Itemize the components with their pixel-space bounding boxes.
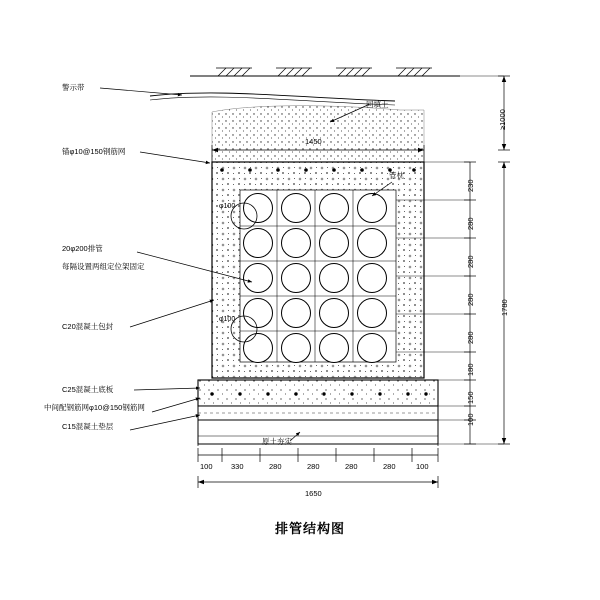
- dim-right-100: 100: [466, 413, 475, 426]
- dim-cover-depth: ≥1000: [498, 109, 507, 130]
- label-duct-diameter-bottom: φ100: [219, 316, 236, 323]
- drawing-title: 排管结构图: [275, 521, 346, 536]
- base-slab: [198, 380, 438, 406]
- dim-overall-height: 1780: [500, 299, 509, 316]
- dim-right-230: 230: [466, 179, 475, 192]
- ground-line: [190, 68, 460, 76]
- compacted-soil: [198, 420, 438, 444]
- label-cushion-layer: C15混凝土垫层: [62, 422, 114, 431]
- dim-bottom-4: 280: [307, 462, 320, 471]
- warning-tape-line: [150, 93, 395, 105]
- label-duct-count: 20φ200排管: [62, 244, 103, 253]
- dim-bottom-7: 100: [416, 462, 429, 471]
- dim-right-280-1: 280: [466, 217, 475, 230]
- dim-right-280-3: 280: [466, 293, 475, 306]
- dim-bottom-3: 280: [269, 462, 282, 471]
- dim-bottom-5: 280: [345, 462, 358, 471]
- dim-bottom-1: 100: [200, 462, 213, 471]
- dim-overall-width: 1650: [305, 489, 322, 498]
- label-spacer-note: 每隔设置两组定位架固定: [62, 262, 145, 271]
- cushion-layer: [198, 406, 438, 420]
- backfill-zone: [212, 106, 424, 160]
- dim-bottom-2: 330: [231, 462, 244, 471]
- label-backfill: 回填土: [366, 100, 389, 109]
- label-duct-diameter-top: φ100: [219, 203, 236, 210]
- label-rebar-mesh: 锚φ10@150钢筋网: [62, 147, 126, 156]
- label-pipe-support: 管枕: [389, 171, 404, 180]
- label-warning-tape: 警示带: [62, 83, 85, 92]
- label-mid-rebar: 中间配钢筋网φ10@150钢筋网: [44, 403, 145, 412]
- dim-right-180: 180: [466, 363, 475, 376]
- dim-right-280-4: 280: [466, 331, 475, 344]
- label-base-slab: C25混凝土底板: [62, 385, 114, 394]
- dim-right-150: 150: [466, 391, 475, 404]
- label-concrete-encasement: C20混凝土包封: [62, 322, 114, 331]
- dim-right-280-2: 280: [466, 255, 475, 268]
- label-compacted-soil: 原土夯实: [262, 437, 292, 446]
- dim-bottom-6: 280: [383, 462, 396, 471]
- dim-top-width: 1450: [305, 137, 322, 146]
